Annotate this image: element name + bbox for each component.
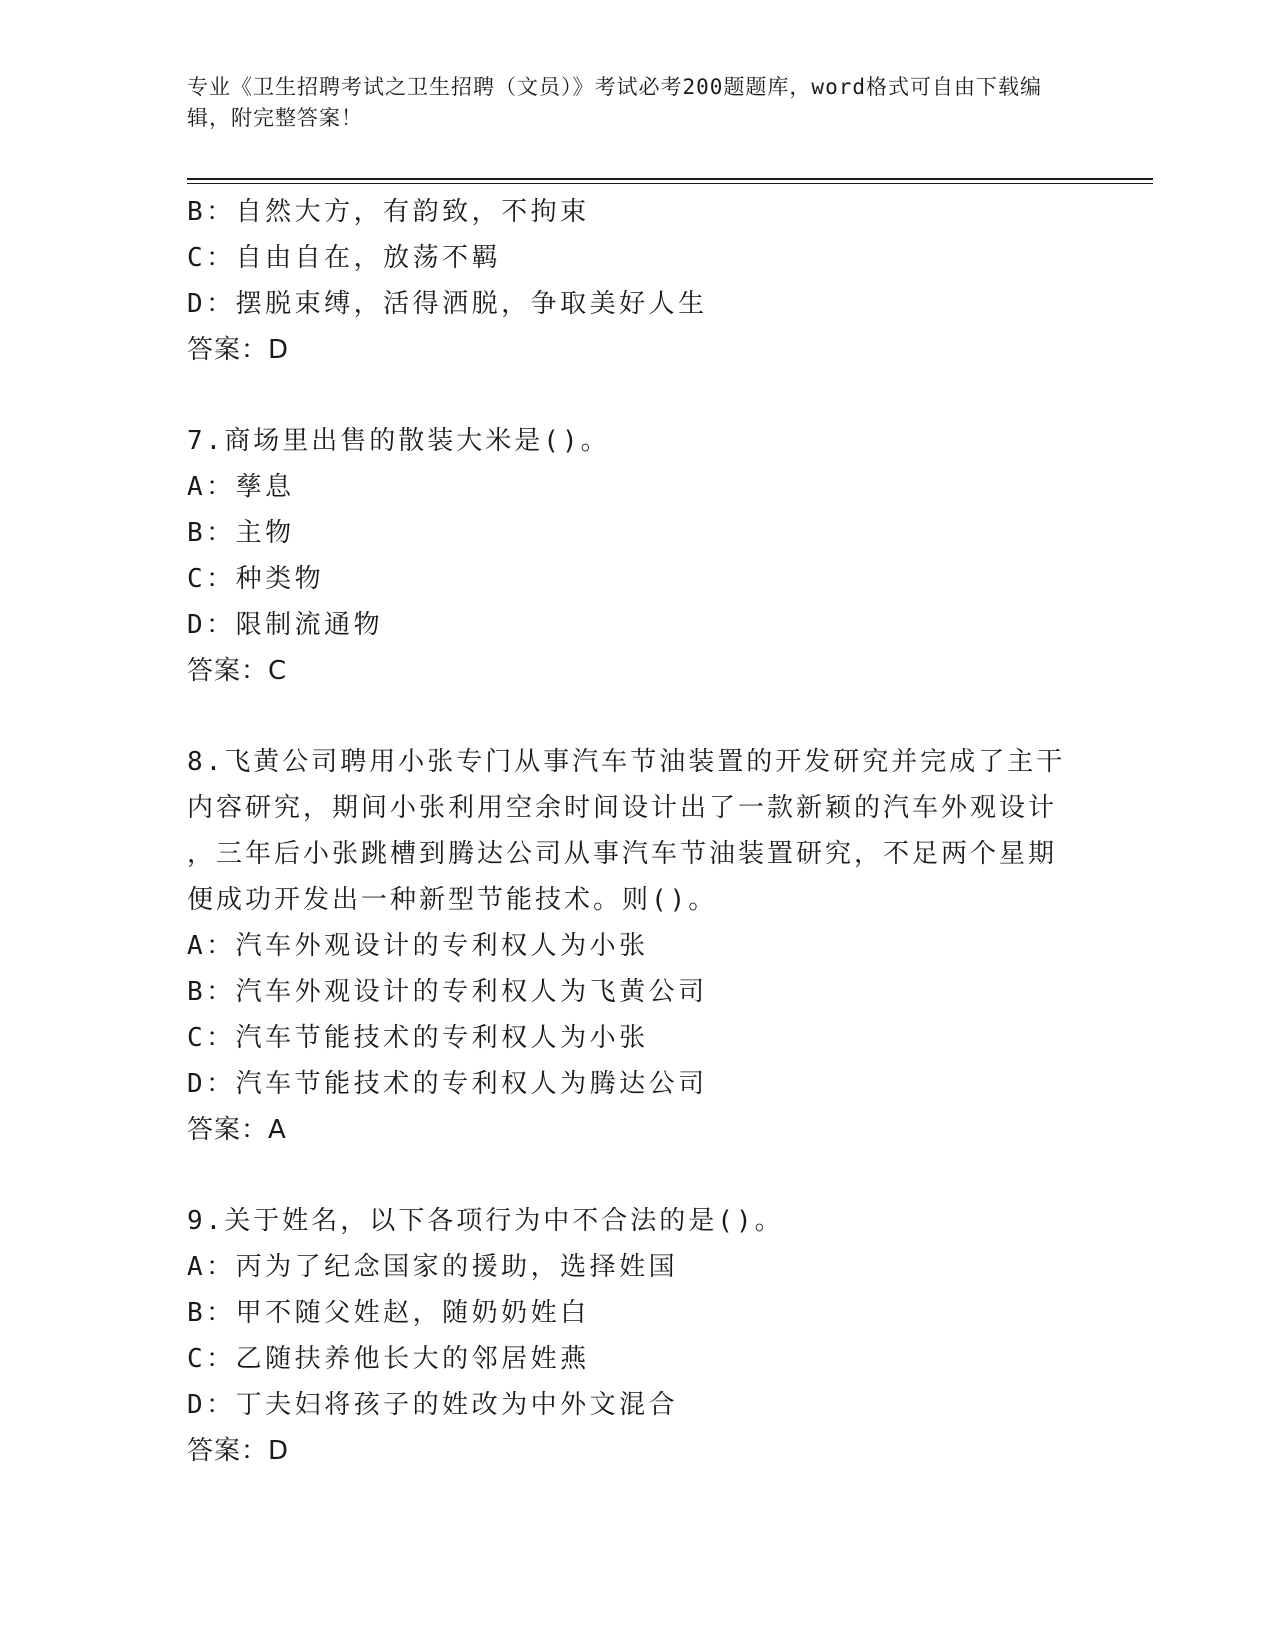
question-text-line: ，三年后小张跳槽到腾达公司从事汽车节油装置研究，不足两个星期: [187, 839, 1058, 869]
question-text: 7.商场里出售的散装大米是()。: [187, 426, 610, 456]
answer-line: 答案：D: [187, 1436, 290, 1466]
question-text-line: 内容研究，期间小张利用空余时间设计出了一款新颖的汽车外观设计: [187, 793, 1058, 823]
option-d: D：汽车节能技术的专利权人为腾达公司: [187, 1069, 708, 1099]
question-9: [187, 1198, 1067, 1474]
question-list: [187, 189, 1067, 1474]
spacer: [187, 373, 1067, 418]
option-b: B：甲不随父姓赵，随奶奶姓白: [187, 1298, 590, 1328]
option-a: A：丙为了纪念国家的援助，选择姓国: [187, 1252, 679, 1282]
question-8: [187, 739, 1067, 1153]
option-c: C：汽车节能技术的专利权人为小张: [187, 1023, 649, 1053]
document-header: 专业《卫生招聘考试之卫生招聘（文员）》考试必考200题题库，word格式可自由下载编辑，附完整答案！: [187, 75, 1042, 130]
option-b: B：主物: [187, 518, 295, 548]
option-a: A：汽车外观设计的专利权人为小张: [187, 931, 649, 961]
question-text-line: 便成功开发出一种新型节能技术。则()。: [187, 885, 718, 915]
option-b: B：自然大方，有韵致，不拘束: [187, 197, 590, 227]
question-text: 9.关于姓名，以下各项行为中不合法的是()。: [187, 1206, 784, 1236]
option-c: C：自由自在，放荡不羁: [187, 243, 502, 273]
option-d: D：丁夫妇将孩子的姓改为中外文混合: [187, 1390, 679, 1420]
partial-question: [187, 189, 1067, 373]
option-c: C：乙随扶养他长大的邻居姓燕: [187, 1344, 590, 1374]
header-divider-thick: [187, 178, 1153, 180]
option-d: D：限制流通物: [187, 610, 384, 640]
option-a: A：孳息: [187, 472, 295, 502]
option-d: D：摆脱束缚，活得洒脱，争取美好人生: [187, 289, 708, 319]
spacer: [187, 1153, 1067, 1198]
answer-line: 答案：D: [187, 335, 290, 365]
spacer: [187, 694, 1067, 739]
answer-line: 答案：C: [187, 656, 288, 686]
option-c: C：种类物: [187, 564, 325, 594]
answer-line: 答案：A: [187, 1115, 287, 1145]
header-divider-thin: [187, 183, 1153, 184]
option-b: B：汽车外观设计的专利权人为飞黄公司: [187, 977, 708, 1007]
question-7: [187, 418, 1067, 694]
question-text-line: 8.飞黄公司聘用小张专门从事汽车节油装置的开发研究并完成了主干: [187, 747, 1066, 777]
